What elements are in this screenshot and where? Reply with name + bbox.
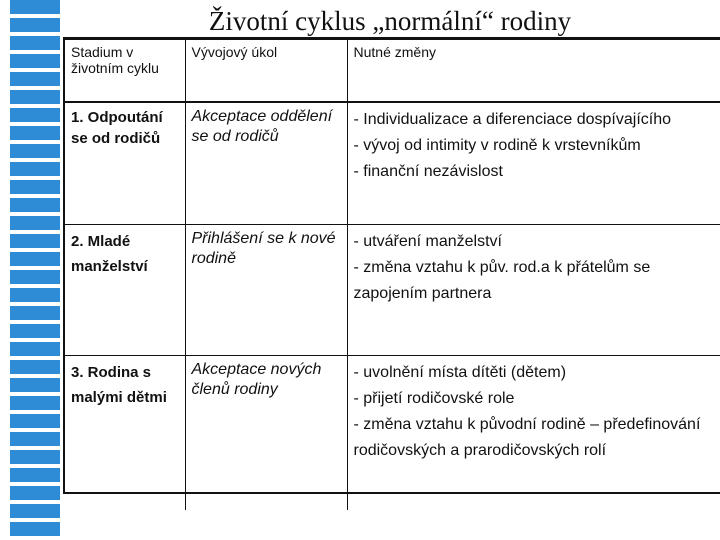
stripe-block [10, 198, 60, 212]
change-item: - Individualizace a diferenciace dospívajícího [353, 111, 672, 128]
stripe-block [10, 432, 60, 446]
stripe-block [10, 252, 60, 266]
table-row [65, 356, 720, 511]
change-item: - vývoj od intimity v rodině k vrstevníkům [353, 137, 641, 154]
stripe-block [10, 486, 60, 500]
stripe-block [10, 0, 60, 14]
task-cell: Akceptace nových členů rodiny [185, 356, 347, 511]
stripe-block [10, 288, 60, 302]
header-task: Vývojový úkol [185, 40, 347, 102]
stage-cell: 2. Mladé manželství [65, 225, 185, 356]
stage-cell: 3. Rodina s malými dětmi [65, 356, 185, 511]
stripe-block [10, 342, 60, 356]
stripe-block [10, 108, 60, 122]
stripe-block [10, 54, 60, 68]
lifecycle-table [63, 37, 720, 494]
slide-title: Životní cyklus „normální“ rodiny [208, 6, 572, 36]
change-item: - přijetí rodičovské role [353, 390, 515, 407]
task-cell: Přihlášení se k nové rodině [185, 225, 347, 356]
table-row [65, 225, 720, 356]
stripe-block [10, 18, 60, 32]
change-item: - změna vztahu k pův. rod.a k přátelům se zapojením partnera [353, 259, 651, 302]
stripe-block [10, 522, 60, 536]
stripe-block [10, 396, 60, 410]
stripe-block [10, 450, 60, 464]
changes-cell [347, 102, 720, 225]
change-item: - uvolnění místa dítěti (dětem) [353, 364, 567, 381]
stripe-block [10, 306, 60, 320]
stripe-block [10, 90, 60, 104]
change-item: - utváření manželství [353, 233, 502, 250]
change-item: - finanční nezávislost [353, 163, 503, 180]
stripe-block [10, 162, 60, 176]
stage-cell: 1. Odpoutání se od rodičů [65, 102, 185, 225]
task-cell: Akceptace oddělení se od rodičů [185, 102, 347, 225]
stripe-block [10, 270, 60, 284]
stripe-block [10, 126, 60, 140]
stripe-block [10, 144, 60, 158]
stripe-block [10, 378, 60, 392]
stripe-block [10, 360, 60, 374]
stripe-block [10, 72, 60, 86]
table-header-row [65, 40, 720, 102]
changes-cell [347, 356, 720, 511]
stripe-block [10, 324, 60, 338]
stripe-block [10, 468, 60, 482]
stripe-block [10, 234, 60, 248]
table-row [65, 102, 720, 225]
stripe-block [10, 180, 60, 194]
stripe-block [10, 36, 60, 50]
stripe-block [10, 414, 60, 428]
stripe-block [10, 504, 60, 518]
stripe-block [10, 216, 60, 230]
header-changes: Nutné změny [347, 40, 720, 102]
header-stage: Stadium v životním cyklu [65, 40, 185, 102]
changes-cell [347, 225, 720, 356]
change-item: - změna vztahu k původní rodině – předefinování rodičovských a prarodičovských rolí [353, 416, 701, 459]
decorative-stripe [0, 0, 60, 540]
